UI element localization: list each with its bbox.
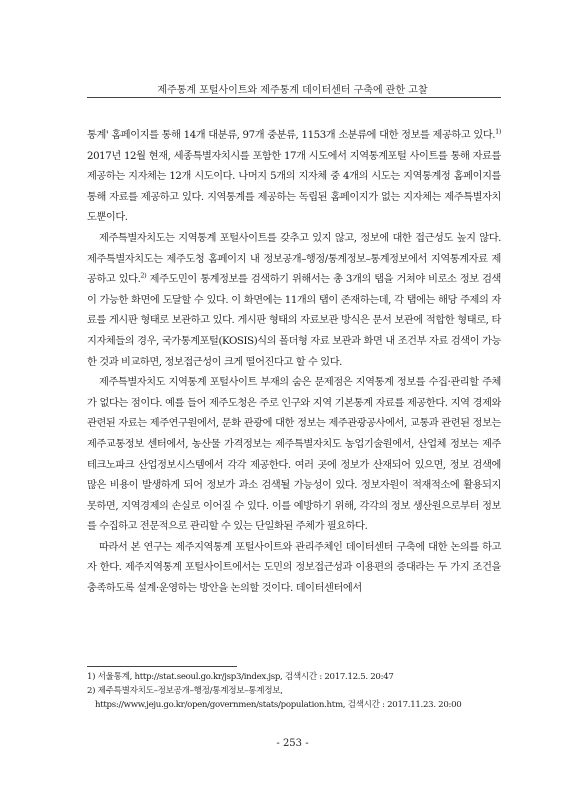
paragraph-1: 통계' 홈페이지를 통해 14개 대분류, 97개 중분류, 1153개 소분류에 대한 정보를 제공하고 있다.$^{1)}$ 2017년 12월 현재, 세종특별자치시를 포함한 17개 시도에서 지역통계포털 사이트를 통해 자료를 제공하는 지자체는 12개 시도이다. 나머지 5개의 지자체 중 4개의 시도는 지역통계정 홈페이지를 통해 자료를 제공하고 있다. 지역통계를 제공하는 독립된 홈페이지가 없는 지자체는 제주특별자치도뿐이다. [87, 127, 501, 224]
running-header: 제주통계 포털사이트와 제주통계 데이터센터 구축에 관한 고찰 [157, 85, 428, 96]
footnote-ref-1[interactable]: 1) [495, 127, 501, 136]
paragraph-3: 제주특별자치도 지역통계 포털사이트 부재의 숨은 문제점은 지역통계 정보를 수집·관리할 주체가 없다는 점이다. 예를 들어 제주도청은 주로 인구와 지역 기본통계 자료를 제공한다. 지역 경제와 관련된 자료는 제주연구원에서, 문화 관광에 대한 정보는 제주관광공사에서, 교통과 관련된 정보는 제주교통정보 센터에서, 농산물 가격정보는 제주특별자치도 농업기술원에서, 산업체 정보는 제주테크노파크 산업정보시스템에서 각각 제공한다. 여러 곳에 정보가 산재되어 있으면, 정보 검색에 많은 비용이 발생하게 되어 정보가 과소 검색될 가능성이 있다. 정보자원이 적재적소에 활용되지 못하면, 지역경제의 손실로 이어질 수 있다. 이를 예방하기 위해, 각각의 정보 생산원으로부터 정보를 수집하고 전문적으로 관리할 수 있는 단일화된 주체가 필요하다. [87, 377, 501, 533]
body-text [87, 126, 501, 600]
footnote-1: 1) 서울통계, http://stat.seoul.go.kr/jsp3/index.jsp, 검색시간 : 2017.12.5. 20:47 [87, 672, 394, 682]
header-rule [87, 97, 501, 98]
footnote-rule [87, 666, 237, 667]
footnote-2-url[interactable]: https://www.jeju.go.kr/open/governmen/stats/population.htm, 검색시간 : 2017.11.23. 20:00 [95, 700, 462, 711]
paragraph-4: 따라서 본 연구는 제주지역통계 포털사이트와 관리주체인 데이터센터 구축에 대한 논의를 하고자 한다. 제주지역통계 포털사이트에서는 도민의 정보접근성과 이용편의 증대라는 두 가지 조건을 충족하도록 설계·운영하는 방안을 논의할 것이다. 데이터센터에서 [87, 541, 501, 595]
footnote-2: 2) 제주특별자치도–정보공개–행정/통계정보–통계정보, [87, 686, 283, 697]
paragraph-2: 제주특별자치도는 지역통계 포털사이트를 갖추고 있지 않고, 정보에 대한 접근성도 높지 않다. 제주특별자치도는 제주도청 홈페이지 내 정보공개–행정/통계정보–통계정보에서 지역통계자료 제공하고 있다.$^{2)}$ 제주도민이 통계정보를 검색하기 위해서는 총 3개의 탭을 거쳐야 비로소 정보 검색이 가능한 화면에 도달할 수 있다. 이 화면에는 11개의 탭이 존재하는데, 각 탭에는 해당 주제의 자료를 게시판 형태로 보관하고 있다. 게시판 형태의 자료보관 방식은 문서 보관에 적합한 형태로, 타 지자체들의 경우, 국가통계포털(KOSIS)식의 폴더형 자료 보관과 화면 내 조건부 자료 검색이 가능한 것과 비교하면, 정보접근성이 크게 떨어진다고 할 수 있다. [87, 232, 501, 368]
footnote-ref-2[interactable]: 2) [140, 271, 147, 280]
page-number: - 253 - [276, 738, 309, 749]
footnotes [87, 670, 501, 713]
